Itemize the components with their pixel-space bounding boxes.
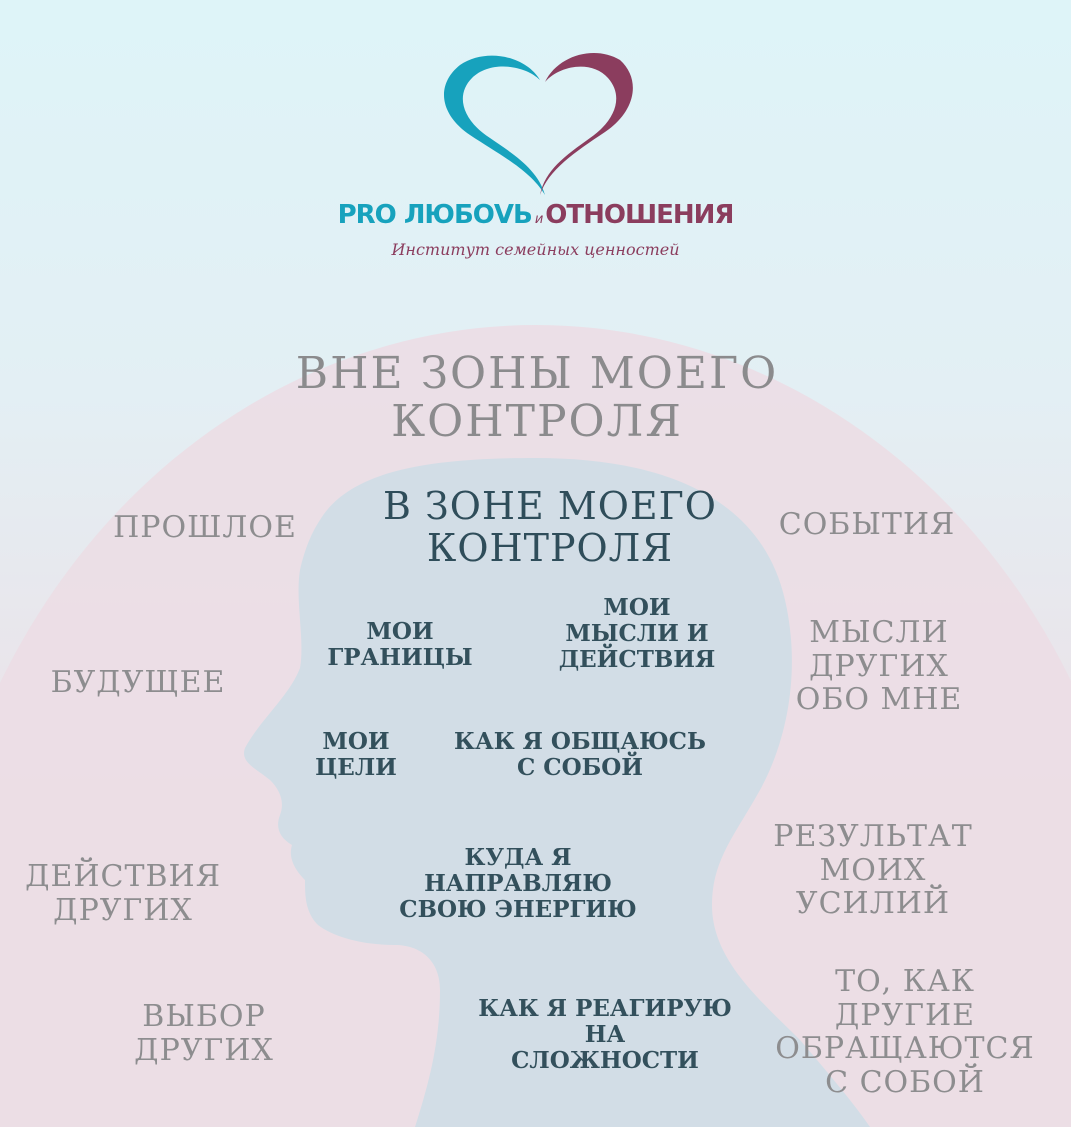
outer-item-others-actions: ДЕЙСТВИЯ ДРУГИХ	[25, 859, 221, 928]
inner-item-self-talk: КАК Я ОБЩАЮСЬ С СОБОЙ	[454, 728, 706, 781]
outer-item-past: ПРОШЛОЕ	[113, 510, 297, 545]
heart-logo-icon	[380, 40, 710, 270]
outer-item-events: СОБЫТИЯ	[778, 507, 956, 542]
inner-item-energy: КУДА Я НАПРАВЛЯЮ СВОЮ ЭНЕРГИЮ	[399, 844, 637, 923]
outer-zone-title: ВНЕ ЗОНЫ МОЕГО КОНТРОЛЯ	[295, 348, 779, 448]
outer-item-how-others-treat-themselves: ТО, КАК ДРУГИЕ ОБРАЩАЮТСЯ С СОБОЙ	[775, 964, 1035, 1100]
brand-part1: PRO ЛЮБОVЬ	[337, 200, 532, 230]
brand-amp: и	[534, 212, 543, 227]
inner-item-my-thoughts-actions: МОИ МЫСЛИ И ДЕЙСТВИЯ	[558, 594, 716, 673]
inner-zone-title: В ЗОНЕ МОЕГО КОНТРОЛЯ	[383, 484, 717, 570]
inner-item-reaction-to-difficulties: КАК Я РЕАГИРУЮ НА СЛОЖНОСТИ	[478, 995, 732, 1074]
inner-item-my-goals: МОИ ЦЕЛИ	[315, 728, 397, 781]
inner-item-my-boundaries: МОИ ГРАНИЦЫ	[327, 618, 473, 671]
brand-part2: ОТНОШЕНИЯ	[545, 200, 734, 230]
outer-item-future: БУДУЩЕЕ	[50, 665, 226, 700]
heart-left-teal	[444, 56, 545, 195]
outer-item-others-thoughts: МЫСЛИ ДРУГИХ ОБО МНЕ	[795, 615, 963, 718]
heart-right-plum	[540, 53, 633, 195]
outer-item-result-of-efforts: РЕЗУЛЬТАТ МОИХ УСИЛИЙ	[773, 819, 973, 922]
brand-name	[0, 200, 1071, 230]
brand-tagline: Институт семейных ценностей	[391, 240, 680, 259]
outer-item-others-choice: ВЫБОР ДРУГИХ	[134, 999, 274, 1068]
